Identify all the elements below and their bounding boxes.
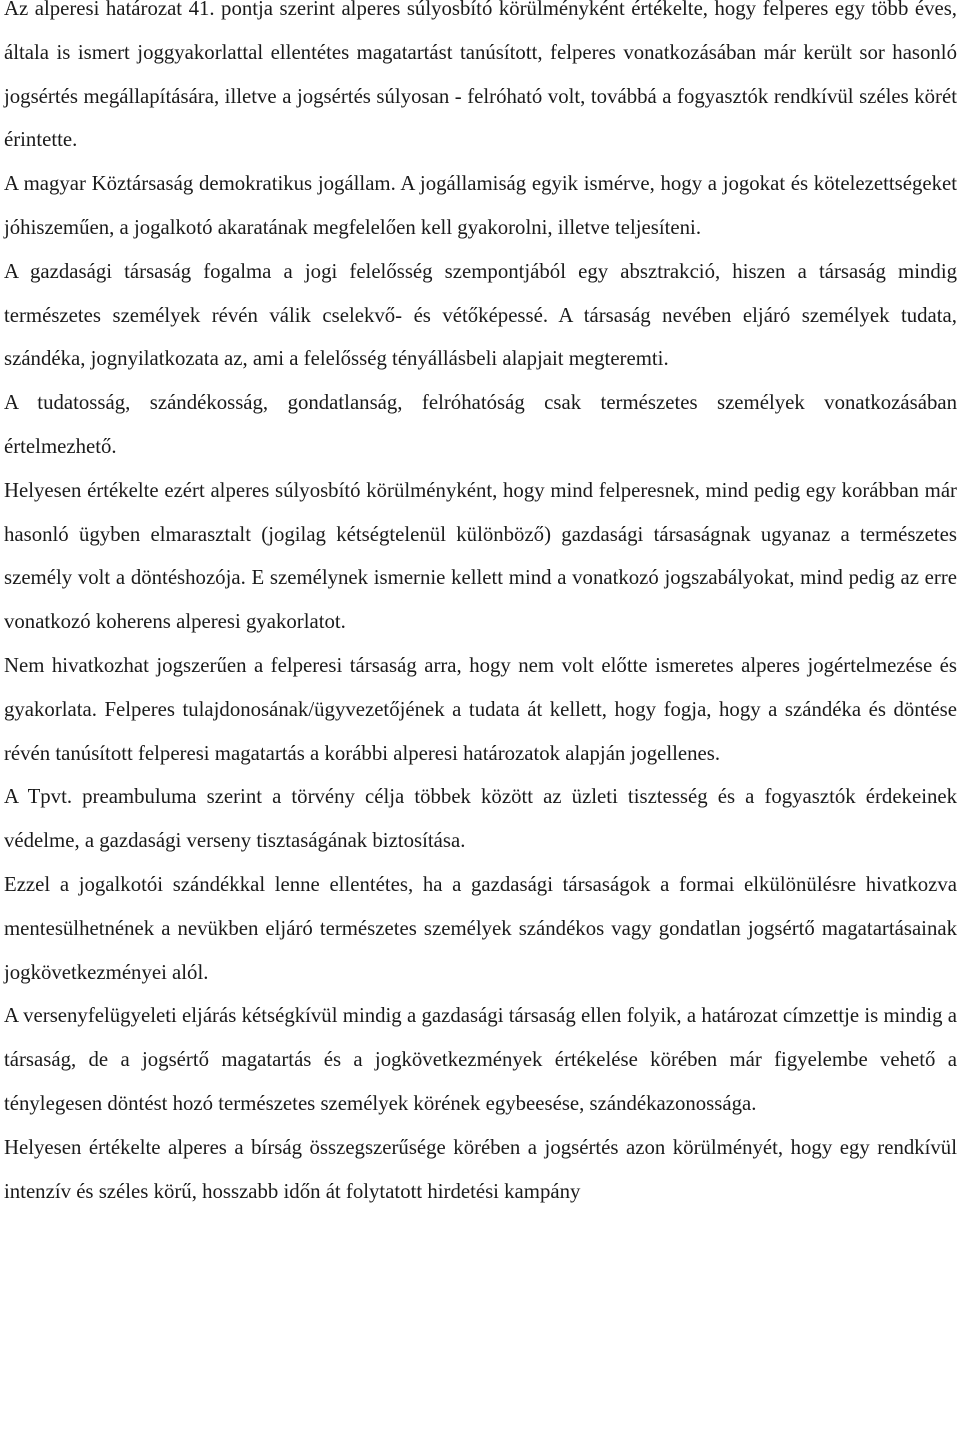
- paragraph-7: A Tpvt. preambuluma szerint a törvény célja többek között az üzleti tisztesség és a fogyasztók érdekeinek védelme, a gazdasági verseny tisztaságának biztosítása.: [4, 785, 957, 853]
- paragraph-10: Helyesen értékelte alperes a bírság összegszerűsége körében a jogsértés azon körülményét, hogy egy rendkívül intenzív és széles körű, hosszabb időn át folytatott hirdetési kampány: [4, 1135, 957, 1203]
- paragraph-9: A versenyfelügyeleti eljárás kétségkívül mindig a gazdasági társaság ellen folyik, a határozat címzettje is mindig a társaság, de a jogsértő magatartás és a jogkövetkezmények értékelése körében már figyelembe vehető a ténylegesen döntést hozó természetes személyek körének egybeesése, szándékazonossága.: [4, 1004, 957, 1115]
- paragraph-8: Ezzel a jogalkotói szándékkal lenne ellentétes, ha a gazdasági társaságok a formai elkülönülésre hivatkozva mentesülhetnének a nevükben eljáró természetes személyek szándékos vagy gondatlan jogsértő magatartásainak jogkövetkezményei alól.: [4, 872, 957, 984]
- paragraph-2: A magyar Köztársaság demokratikus jogállam. A jogállamiság egyik ismérve, hogy a jogokat és kötelezettségeket jóhiszeműen, a jogalkotó akaratának megfelelően kell gyakorolni, illetve teljesíteni.: [4, 172, 957, 239]
- paragraph-5: Helyesen értékelte ezért alperes súlyosbító körülményként, hogy mind felperesnek, mind pedig egy korábban már hasonló ügyben elmarasztalt (jogilag kétségtelenül különböző) gazdasági társaságnak ugyanaz a természetes személy volt a döntéshozója. E személynek ismernie kellett mind a vonatkozó jogszabályokat, mind pedig az erre vonatkozó koherens alperesi gyakorlatot.: [4, 478, 957, 634]
- paragraph-6: Nem hivatkozhat jogszerűen a felperesi társaság arra, hogy nem volt előtte ismeretes alperes jogértelmezése és gyakorlata. Felperes tulajdonosának/ügyvezetőjének a tudata át kellett, hogy fogja, hogy a szándéka és döntése révén tanúsított felperesi magatartás a korábbi alperesi határozatok alapján jogellenes.: [4, 653, 957, 765]
- paragraph-1: Az alperesi határozat 41. pontja szerint alperes súlyosbító körülményként értékelte, hogy felperes egy több éves, általa is ismert joggyakorlattal ellentétes magatartást tanúsított, felperes vonatkozásában már került sor hasonló jogsértés megállapítására, illetve a jogsértés súlyosan - felróható volt, továbbá a fogyasztók rendkívül széles körét érintette.: [4, 0, 957, 152]
- paragraph-3: A gazdasági társaság fogalma a jogi felelősség szempontjából egy absztrakció, hiszen a társaság mindig természetes személyek révén válik cselekvő- és vétőképessé. A társaság nevében eljáró személyek tudata, szándéka, jognyilatkozata az, ami a felelősség tényállásbeli alapjait megteremti.: [4, 259, 957, 371]
- paragraph-4: A tudatosság, szándékosság, gondatlanság, felróhatóság csak természetes személyek vonatkozásában értelmezhető.: [4, 391, 957, 458]
